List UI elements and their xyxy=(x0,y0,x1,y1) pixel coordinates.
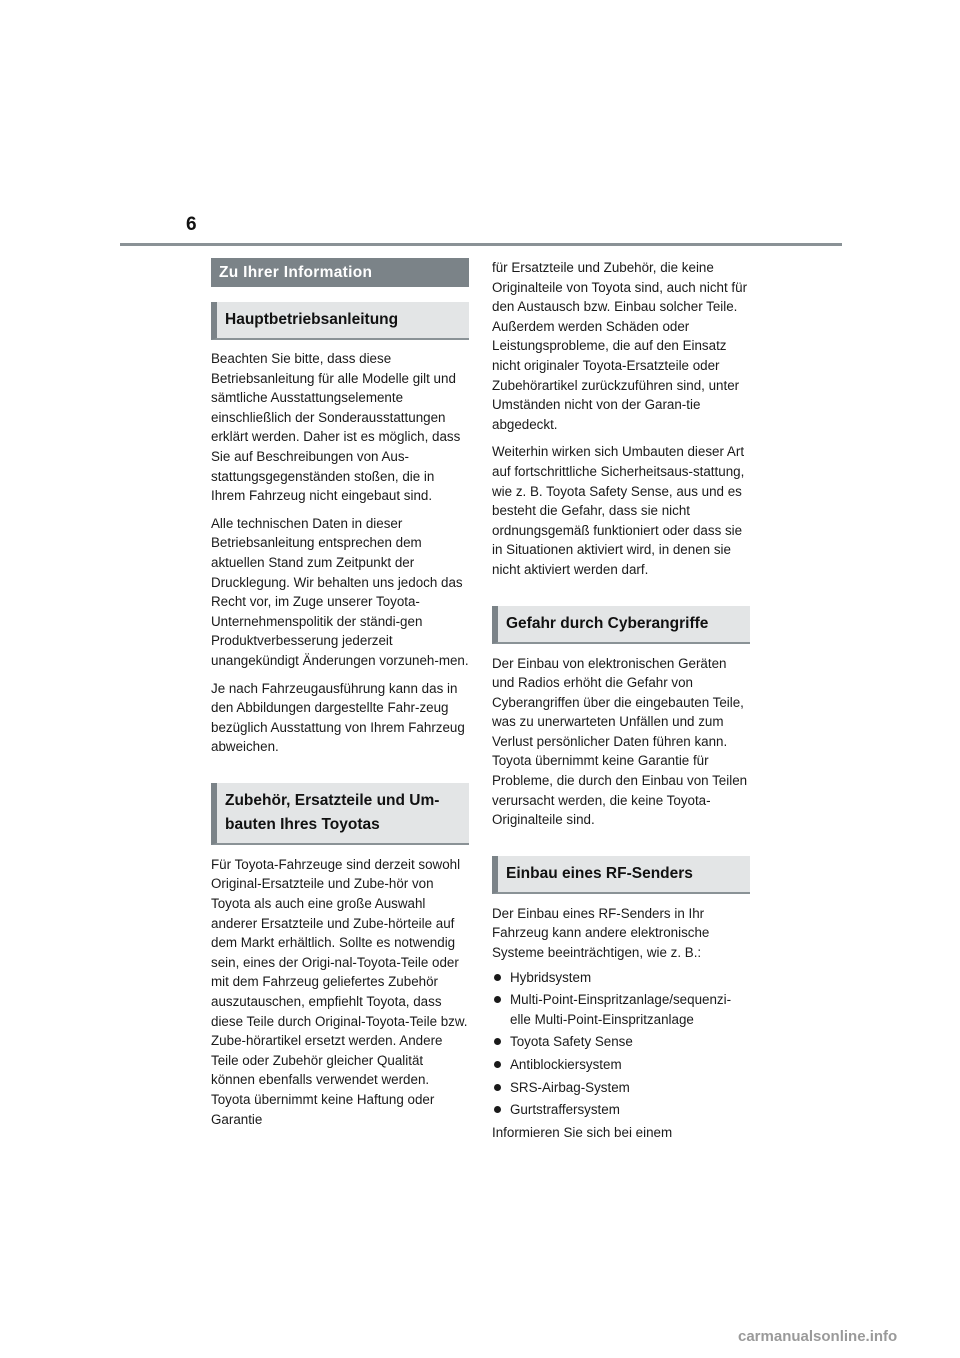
section-heading-rf-sender: Einbau eines RF-Senders xyxy=(492,856,750,894)
list-item: SRS-Airbag-System xyxy=(492,1078,750,1098)
list-item: Antiblockiersystem xyxy=(492,1055,750,1075)
paragraph: für Ersatzteile und Zubehör, die keine Originalteile von Toyota sind, auch nicht für den Austausch bzw. Einbau solcher Teile. Außerdem werden Schäden oder Leistungsprobleme, die auf den Einsatz nicht originaler Toyota-Ersatzteile oder Zubehörartikel zurückzuführen sind, unter Umständen nicht von der Garan-tie abgedeckt. xyxy=(492,260,748,432)
paragraph: Informieren Sie sich bei einem xyxy=(492,1124,673,1140)
paragraph: Für Toyota-Fahrzeuge sind derzeit sowohl Original-Ersatzteile und Zube-hör von Toyota als auch eine große Auswahl anderer Ersatzteile und Zube-hörteile auf dem Markt erhältlich. Sollte es notwendig sein, eines der Origi-nal-Toyota-Teile oder mit dem Fahrzeug geliefertes Zubehör auszutauschen, empfiehlt Toyota, dass diese Teile durch Original-Toyota-Teile bzw. Zube-hörartikel ersetzt werden. Andere Teile oder Zubehör gleicher Qualität können ebenfalls verwendet werden. Toyota übernimmt keine Haftung oder Garantie xyxy=(211,856,468,1127)
list-item: Toyota Safety Sense xyxy=(492,1032,750,1052)
list-item: Hybridsystem xyxy=(492,968,750,988)
page-number: 6 xyxy=(186,214,197,235)
paragraph: Beachten Sie bitte, dass diese Betriebsanleitung für alle Modelle gilt und sämtliche Ausstattungselemente einschließlich der Sonderausstattungen erklärt werden. Daher ist es möglich, dass Sie auf Beschreibungen von Aus-stattungsgegenständen stoßen, die in Ihrem Fahrzeug nicht eingebaut sind. xyxy=(211,351,461,504)
paragraph: Der Einbau von elektronischen Geräten und Radios erhöht die Gefahr von Cyberangriffen über die eingebauten Teile, was zu unerwarteten Unfällen und zum Verlust persönlicher Daten führen kann. Toyota übernimmt keine Garantie für Probleme, die durch den Einbau von Teilen verursacht werden, die keine Toyota-Originalteile sind. xyxy=(492,655,748,828)
watermark: carmanualsonline.info xyxy=(738,1328,898,1345)
bullet-icon xyxy=(494,1106,501,1113)
left-column xyxy=(211,258,469,1129)
chapter-heading: Zu Ihrer Information xyxy=(211,258,469,287)
list-item: Gurtstraffersystem xyxy=(492,1100,750,1120)
paragraph: Weiterhin wirken sich Umbauten dieser Art auf fortschrittliche Sicherheitsaus-stattung, wie z. B. Toyota Safety Sense, aus und es besteht die Gefahr, dass sie nicht ordnungsgemäß funktioniert oder dass sie in Situationen aktiviert wird, in denen sie nicht aktiviert werden darf. xyxy=(492,444,745,577)
bullet-icon xyxy=(494,1084,501,1091)
bullet-icon xyxy=(494,1061,501,1068)
paragraph: Je nach Fahrzeugausführung kann das in den Abbildungen dargestellte Fahr-zeug bezüglich Ausstattung von Ihrem Fahrzeug abweichen. xyxy=(211,680,465,755)
right-column xyxy=(492,258,750,1142)
section-heading-zubehoer: Zubehör, Ersatzteile und Um-bauten Ihres Toyotas xyxy=(211,783,469,845)
section-heading-cyberangriffe: Gefahr durch Cyberangriffe xyxy=(492,606,750,644)
bullet-icon xyxy=(494,974,501,981)
header-divider xyxy=(120,243,842,246)
paragraph: Der Einbau eines RF-Senders in Ihr Fahrzeug kann andere elektronische Systeme beeinträchtigen, wie z. B.: xyxy=(492,905,710,961)
bullet-icon xyxy=(494,1038,501,1045)
paragraph: Alle technischen Daten in dieser Betriebsanleitung entsprechen dem aktuellen Stand zum Zeitpunkt der Drucklegung. Wir behalten uns jedoch das Recht vor, im Zuge unserer Toyota-Unternehmenspolitik der ständi-gen Produktverbesserung jederzeit unangekündigt Änderungen vorzuneh-men. xyxy=(211,515,469,668)
list-item: Multi-Point-Einspritzanlage/sequenzi-elle Multi-Point-Einspritzanlage xyxy=(492,990,750,1029)
bullet-icon xyxy=(494,996,501,1003)
system-list xyxy=(492,968,750,1120)
section-heading-hauptbetriebsanleitung: Hauptbetriebsanleitung xyxy=(211,302,469,340)
